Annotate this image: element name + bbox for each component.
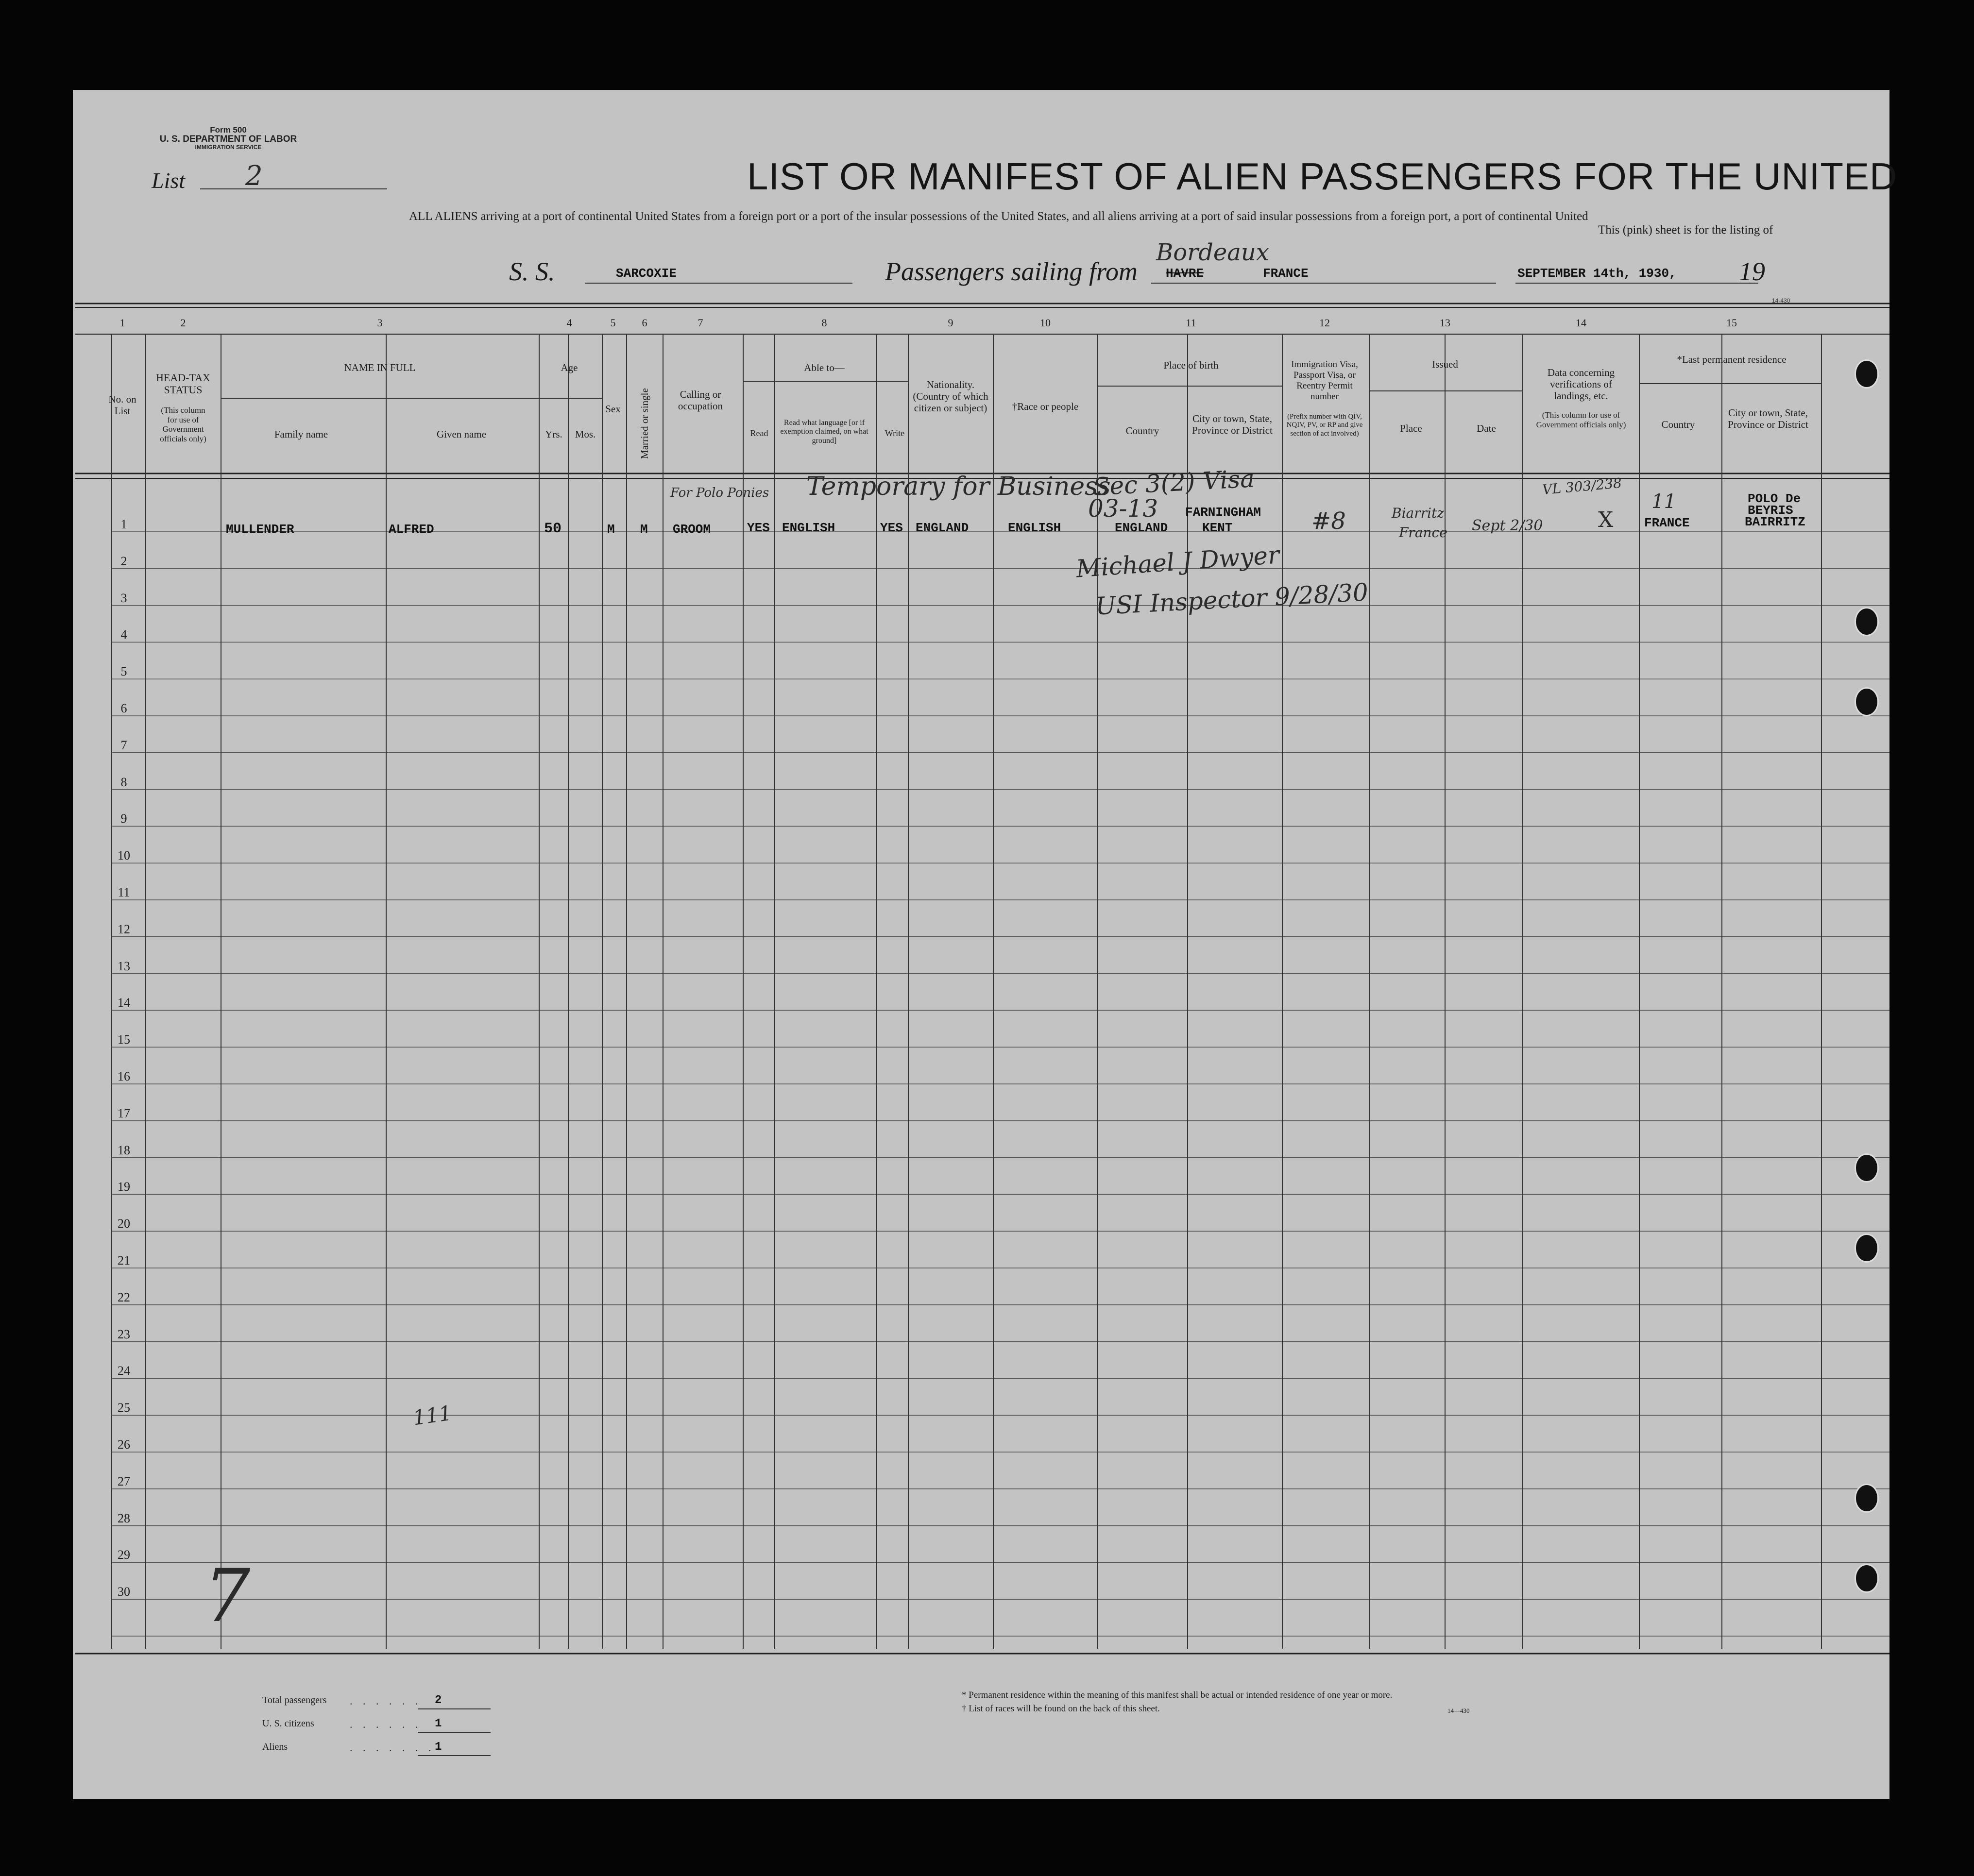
row-number: 25 bbox=[118, 1401, 130, 1415]
entry-race: ENGLISH bbox=[1008, 521, 1061, 535]
subtitle-line-1: ALL ALIENS arriving at a port of continental United States from a foreign port or a port of the insular possessions of the United States, and all aliens arriving at a port of said insular possessions from a foreign port, a port of continental United bbox=[409, 210, 1588, 223]
row-number: 19 bbox=[118, 1180, 130, 1194]
row-number: 16 bbox=[118, 1069, 130, 1083]
row-number: 20 bbox=[118, 1217, 130, 1231]
row-number: 15 bbox=[118, 1032, 130, 1047]
header-married: Married or single bbox=[638, 388, 650, 459]
hand-occupation-note: For Polo Ponies bbox=[670, 486, 769, 500]
hand-visa-mark: #8 bbox=[1311, 507, 1346, 535]
entry-res-country: FRANCE bbox=[1644, 516, 1690, 530]
binder-hole bbox=[1855, 359, 1879, 389]
hand-section: Sec 3(2) Visa bbox=[1092, 464, 1256, 501]
header-place-of-birth: Place of birth bbox=[1163, 359, 1219, 371]
total-line-2 bbox=[418, 1732, 491, 1733]
header-name-in-full: NAME IN FULL bbox=[344, 362, 416, 373]
footnote-code: 14—430 bbox=[1447, 1707, 1470, 1714]
header-visa-note: (Prefix number with QIV, NQIV, PV, or RP and give section of act involved) bbox=[1286, 413, 1363, 438]
header-res-city: City or town, State, Province or District bbox=[1728, 407, 1808, 431]
row-number: 22 bbox=[118, 1290, 130, 1304]
total-passengers-value: 2 bbox=[435, 1694, 442, 1707]
entry-language: ENGLISH bbox=[782, 521, 835, 535]
hand-tally: 111 bbox=[411, 1401, 454, 1430]
header-race: †Race or people bbox=[1012, 401, 1079, 412]
us-citizens-value: 1 bbox=[435, 1717, 442, 1730]
entry-age: 50 bbox=[544, 521, 562, 537]
header-mos: Mos. bbox=[575, 428, 596, 440]
page-title: LIST OR MANIFEST OF ALIEN PASSENGERS FOR THE UNITED bbox=[747, 155, 1898, 198]
entry-write: YES bbox=[880, 521, 903, 535]
header-family-name: Family name bbox=[274, 428, 328, 440]
row-number: 27 bbox=[118, 1474, 130, 1488]
header-given-name: Given name bbox=[436, 428, 487, 440]
form-code: 14-430 bbox=[1772, 297, 1790, 304]
row-number: 2 bbox=[120, 554, 127, 568]
header-birth-country: Country bbox=[1125, 425, 1159, 437]
hand-res-mark: 11 bbox=[1651, 490, 1676, 513]
colnum-6: 6 bbox=[642, 317, 647, 329]
hand-inspector-title: USI Inspector 9/28/30 bbox=[1094, 578, 1369, 621]
row-number: 4 bbox=[120, 627, 127, 642]
total-passengers-label: Total passengers bbox=[262, 1695, 327, 1706]
header-issued-place: Place bbox=[1400, 423, 1422, 434]
header-issued: Issued bbox=[1432, 358, 1458, 370]
header-read: Read bbox=[750, 428, 768, 438]
row-number: 23 bbox=[118, 1327, 130, 1341]
header-able-to: Able to— bbox=[804, 362, 845, 373]
row-number: 3 bbox=[120, 591, 127, 605]
header-issued-date: Date bbox=[1477, 423, 1496, 434]
aliens-label: Aliens bbox=[262, 1741, 288, 1752]
footnote-races: † List of races will be found on the back of this sheet. bbox=[962, 1704, 1160, 1714]
row-number: 10 bbox=[118, 848, 130, 863]
row-number: 29 bbox=[118, 1548, 130, 1562]
colnum-5: 5 bbox=[610, 317, 616, 329]
colnum-2: 2 bbox=[180, 317, 186, 329]
row-number: 12 bbox=[118, 922, 130, 936]
header-landing-data: Data concerning verifications of landings, etc. bbox=[1547, 367, 1615, 402]
header-birth-city: City or town, State, Province or District bbox=[1192, 413, 1273, 437]
binder-hole bbox=[1855, 687, 1879, 716]
port-handwritten: Bordeaux bbox=[1156, 239, 1269, 266]
row-number: 28 bbox=[118, 1511, 130, 1525]
row-number: 5 bbox=[120, 664, 127, 679]
hand-issued-date: Sept 2/30 bbox=[1472, 517, 1543, 534]
binder-hole bbox=[1855, 607, 1879, 636]
header-sex: Sex bbox=[605, 403, 621, 415]
colnum-13: 13 bbox=[1440, 317, 1450, 329]
colnum-3: 3 bbox=[377, 317, 383, 329]
header-head-tax-note: (This column for use of Government officials only) bbox=[160, 406, 206, 443]
header-read-language: Read what language [or if exemption claimed, on what ground] bbox=[780, 419, 868, 445]
ss-label: S. S. bbox=[509, 257, 555, 286]
row-number: 6 bbox=[120, 701, 127, 715]
colnum-15: 15 bbox=[1726, 317, 1737, 329]
entry-occupation: GROOM bbox=[673, 522, 711, 537]
header-yrs: Yrs. bbox=[545, 428, 562, 440]
aliens-value: 1 bbox=[435, 1741, 442, 1754]
entry-birth-city-1: FARNINGHAM bbox=[1185, 505, 1261, 520]
hand-landing-ref: VL 303/238 bbox=[1541, 474, 1623, 498]
binder-hole bbox=[1855, 1484, 1879, 1513]
entry-res-city-1: POLO De bbox=[1748, 491, 1801, 506]
colnum-10: 10 bbox=[1040, 317, 1051, 329]
list-number: 2 bbox=[245, 160, 263, 192]
dot-leader-2: . . . . . . bbox=[350, 1718, 422, 1730]
sailing-label: Passengers sailing from bbox=[885, 257, 1138, 286]
entry-married: M bbox=[640, 522, 648, 537]
hand-landing-mark: X bbox=[1598, 507, 1614, 532]
entry-birth-city-2: KENT bbox=[1202, 521, 1233, 535]
entry-res-city-3: BAIRRITZ bbox=[1745, 515, 1805, 529]
form-number: Form 500 bbox=[210, 125, 247, 135]
header-head-tax: HEAD-TAX STATUS bbox=[156, 372, 210, 396]
year-suffix: 19 bbox=[1739, 257, 1765, 286]
colnum-1: 1 bbox=[119, 317, 125, 329]
us-citizens-label: U. S. citizens bbox=[262, 1718, 314, 1729]
header-residence: *Last permanent residence bbox=[1677, 354, 1787, 365]
ship-name: SARCOXIE bbox=[616, 266, 677, 281]
dot-leader-1: . . . . . . bbox=[350, 1695, 422, 1707]
entry-read: YES bbox=[747, 521, 770, 535]
row-number: 18 bbox=[118, 1143, 130, 1157]
row-number: 1 bbox=[120, 517, 127, 531]
hand-issued-place-2: France bbox=[1399, 524, 1447, 541]
service-name: IMMIGRATION SERVICE bbox=[195, 144, 262, 151]
colnum-14: 14 bbox=[1576, 317, 1586, 329]
header-visa: Immigration Visa, Passport Visa, or Reentry Permit number bbox=[1291, 359, 1358, 402]
total-line-1 bbox=[418, 1708, 491, 1709]
list-label: List bbox=[152, 168, 186, 193]
row-number: 21 bbox=[118, 1253, 130, 1268]
row-number: 24 bbox=[118, 1364, 130, 1378]
row-number: 26 bbox=[118, 1437, 130, 1452]
binder-hole bbox=[1855, 1564, 1879, 1593]
row-number: 8 bbox=[120, 775, 127, 789]
footnote-residence: * Permanent residence within the meaning of this manifest shall be actual or intended residence of one year or more. bbox=[962, 1690, 1393, 1700]
header-write: Write bbox=[885, 428, 905, 438]
dot-leader-3: . . . . . . . bbox=[350, 1741, 435, 1754]
colnum-12: 12 bbox=[1319, 317, 1330, 329]
binder-hole bbox=[1855, 1153, 1879, 1183]
entry-res-city-2: BEYRIS bbox=[1748, 503, 1793, 518]
entry-nationality: ENGLAND bbox=[916, 521, 969, 535]
sailing-date: SEPTEMBER 14th, 1930, bbox=[1517, 266, 1677, 281]
row-number: 9 bbox=[120, 811, 127, 826]
hand-purpose: Temporary for Business bbox=[806, 472, 1111, 501]
total-line-3 bbox=[418, 1755, 491, 1756]
binder-hole bbox=[1855, 1234, 1879, 1263]
colnum-7: 7 bbox=[698, 317, 703, 329]
colnum-9: 9 bbox=[948, 317, 953, 329]
hand-issued-place-1: Biarritz bbox=[1392, 505, 1444, 521]
header-nationality: Nationality. (Country of which citizen or subject) bbox=[913, 379, 988, 414]
header-calling: Calling or occupation bbox=[678, 389, 723, 412]
port-struck: HAVRE bbox=[1166, 266, 1204, 281]
row-number: 11 bbox=[118, 885, 130, 899]
row-number: 30 bbox=[118, 1585, 130, 1599]
header-age: Age bbox=[561, 362, 578, 373]
hand-inspector-name: Michael J Dwyer bbox=[1075, 541, 1280, 583]
entry-sex: M bbox=[607, 522, 615, 537]
colnum-4: 4 bbox=[566, 317, 572, 329]
entry-birth-country: ENGLAND bbox=[1115, 521, 1168, 535]
header-no-on-list: No. on List bbox=[108, 393, 136, 417]
hand-visa-number: 03-13 bbox=[1088, 494, 1158, 523]
entry-given-name: ALFRED bbox=[389, 522, 434, 537]
department-name: U. S. DEPARTMENT OF LABOR bbox=[159, 134, 297, 144]
row-number: 14 bbox=[118, 996, 130, 1010]
header-res-country: Country bbox=[1661, 419, 1695, 430]
row-number: 17 bbox=[118, 1106, 130, 1120]
row-number: 7 bbox=[120, 738, 127, 752]
colnum-11: 11 bbox=[1186, 317, 1196, 329]
entry-family-name: MULLENDER bbox=[226, 522, 294, 537]
colnum-8: 8 bbox=[821, 317, 827, 329]
hand-margin-mark: 7 bbox=[204, 1554, 251, 1639]
port-country: FRANCE bbox=[1263, 266, 1309, 281]
header-landing-note: (This column for use of Government officials only) bbox=[1536, 410, 1626, 429]
row-number: 13 bbox=[118, 959, 130, 973]
subtitle-line-2: This (pink) sheet is for the listing of bbox=[1598, 223, 1773, 237]
